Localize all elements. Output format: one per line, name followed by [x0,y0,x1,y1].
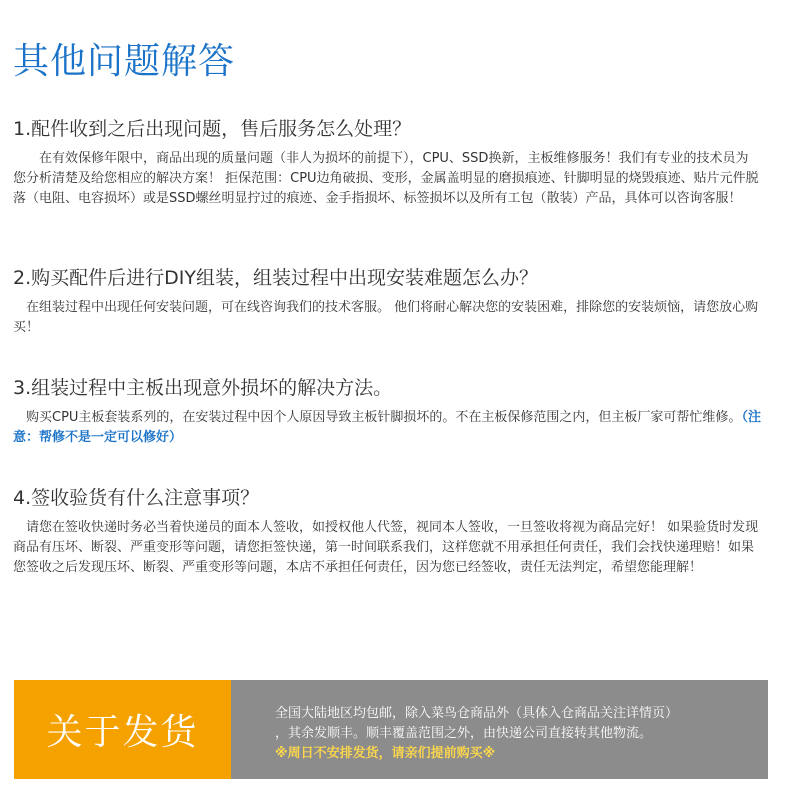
shipping-title-block [14,680,231,779]
faq-question: 1.配件收到之后出现问题，售后服务怎么处理？ [13,118,412,140]
faq-answer [13,408,761,448]
shipping-banner [14,680,768,779]
shipping-info-line: ，其余发顺丰。顺丰覆盖范围之外，由快递公司直接转其他物流。 [275,726,653,741]
faq-answer: 请您在签收快递时务必当着快递员的面本人签收，如授权他人代签，视同本人签收，一旦签收将视为商品完好！ 如果验货时发现商品有压坏、断裂、严重变形等问题，请您拒签快递，第一时间联系我们，这样您就不用承担任何责任，我们会找快递理赔！如果您签收之后发现压坏、断裂、严重变形等问题，本店不承担任何责任，因为您已经签收，责任无法判定，希望您能理解！ [13,520,759,575]
shipping-warning: ※周日不安排发货，请亲们提前购买※ [275,746,496,761]
faq-item-motherboard-damage [13,375,761,448]
faq-answer-text: 购买CPU主板套装系列的，在安装过程中因个人原因导致主板针脚损坏的。不在主板保修范围之内，但主板厂家可帮忙维修。 [13,410,742,425]
faq-item-after-sales [13,116,761,209]
shipping-info-block [231,680,768,779]
faq-item-delivery-inspection [13,485,761,578]
faq-question: 3.组装过程中主板出现意外损坏的解决方法。 [13,377,393,399]
faq-question: 4.签收验货有什么注意事项？ [13,487,260,509]
repair-note: （注意：帮修不是一定可以修好） [13,410,761,445]
faq-question: 2.购买配件后进行DIY组装，组装过程中出现安装难题怎么办？ [13,267,538,289]
faq-answer: 在组装过程中出现任何安装问题，可在线咨询我们的技术客服。 他们将耐心解决您的安装困难，排除您的安装烦恼，请您放心购买！ [13,300,759,335]
shipping-title: 关于发货 [46,712,199,753]
faq-answer: 在有效保修年限中，商品出现的质量问题（非人为损坏的前提下），CPU、SSD换新，主板维修服务！我们有专业的技术员为您分析清楚及给您相应的解决方案！ 拒保范围：CPU边角破损、变形，金属盖明显的磨损痕迹、针脚明显的烧毁痕迹、贴片元件脱落（电阻、电容损坏）或是SSD螺丝明显拧过的痕迹、金手指损坏、标签损坏以及所有工包（散装）产品，具体可以咨询客服！ [13,151,759,206]
faq-item-diy-assembly [13,265,761,338]
page-title: 其他问题解答 [13,41,236,82]
shipping-info-line: 全国大陆地区均包邮，除入菜鸟仓商品外（具体入仓商品关注详情页） [275,706,679,721]
